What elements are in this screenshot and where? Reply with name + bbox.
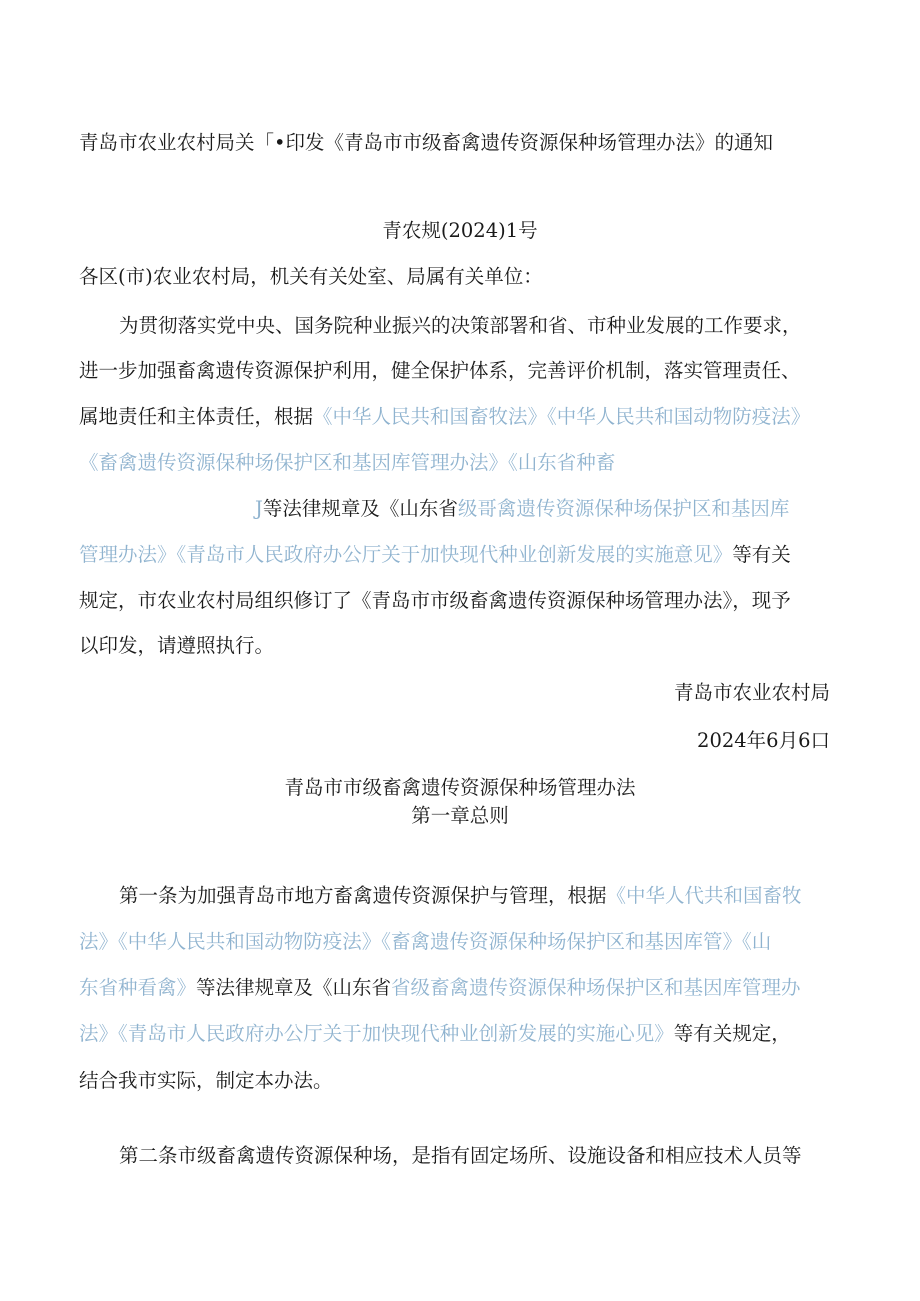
body-text: 等法律规章及《山东省 (196, 976, 392, 999)
law-reference-link[interactable]: 《中华人代共和国畜牧 (606, 884, 802, 907)
law-reference-link[interactable]: 省级畜禽遗传资源保种场保护区和基因库管理办 (391, 976, 801, 999)
chapter-title: 第一章总则 (411, 804, 509, 827)
notice-body-line: 规定，市农业农村局组织修订了《青岛市市级畜禽遗传资源保种场管理办法》，现予 (79, 589, 791, 612)
body-text: 属地责任和主体责任，根据 (79, 405, 314, 428)
body-text: 第一条为加强青岛市地方畜禽遗传资源保护与管理，根据 (119, 884, 607, 907)
law-reference-link[interactable]: 法》《中华人民共和国动物防疫法》《畜禽遗传资源保种场保护区和基因库管》《山 (79, 930, 772, 953)
notice-body-line: 进一步加强畜禽遗传资源保护利用，健全保护体系，完善评价机制，落实管理责任、 (79, 359, 801, 382)
measures-title: 青岛市市级畜禽遗传资源保种场管理办法 (284, 776, 636, 799)
notice-body-line (79, 543, 791, 567)
notice-title: 青岛市农业农村局关「•印发《青岛市市级畜禽遗传资源保种场管理办法》的通知 (79, 131, 774, 154)
law-reference-link[interactable]: 级哥禽遗传资源保种场保护区和基因库 (457, 497, 790, 520)
notice-body-line (79, 405, 810, 429)
law-reference-link[interactable]: 管理办法》《青岛市人民政府办公厅关于加快现代种业创新发展的实施意见》 (79, 543, 733, 566)
body-text: 等法律规章及《山东省 (262, 497, 458, 520)
article-1-line: 结合我市实际，制定本办法。 (79, 1069, 333, 1092)
document-number: 青农规(2024)1号 (382, 219, 538, 242)
addressee: 各区(市)农业农村局，机关有关处室、局属有关单位： (79, 265, 543, 288)
law-reference-link[interactable]: 《中华人民共和国畜牧法》《中华人民共和国动物防疫法》 (313, 405, 811, 428)
law-reference-link[interactable]: 东省种看禽》 (79, 976, 197, 999)
article-2-line: 第二条市级畜禽遗传资源保种场，是指有固定场所、设施设备和相应技术人员等 (119, 1144, 802, 1167)
article-1-line (79, 1022, 791, 1046)
law-reference-link[interactable]: 法》《青岛市人民政府办公厅关于加快现代种业创新发展的实施心见》 (79, 1022, 674, 1045)
notice-body-line: 为贯彻落实党中央、国务院种业振兴的决策部署和省、市种业发展的工作要求， (119, 314, 802, 337)
article-1-line (79, 976, 801, 1000)
notice-body-line: 以印发，请遵照执行。 (79, 634, 275, 657)
article-1-line (119, 884, 802, 908)
signature-date: 2024年6月6口 (697, 729, 830, 752)
body-text: 等有关 (732, 543, 791, 566)
law-reference-link[interactable]: 《畜禽遗传资源保种场保护区和基因库管理办法》《山东省种畜 (79, 451, 616, 474)
body-text: 等有关规定， (673, 1022, 791, 1045)
notice-body-line (255, 497, 789, 521)
signature-org: 青岛市农业农村局 (673, 681, 830, 704)
law-reference-link[interactable]: J (255, 497, 263, 520)
